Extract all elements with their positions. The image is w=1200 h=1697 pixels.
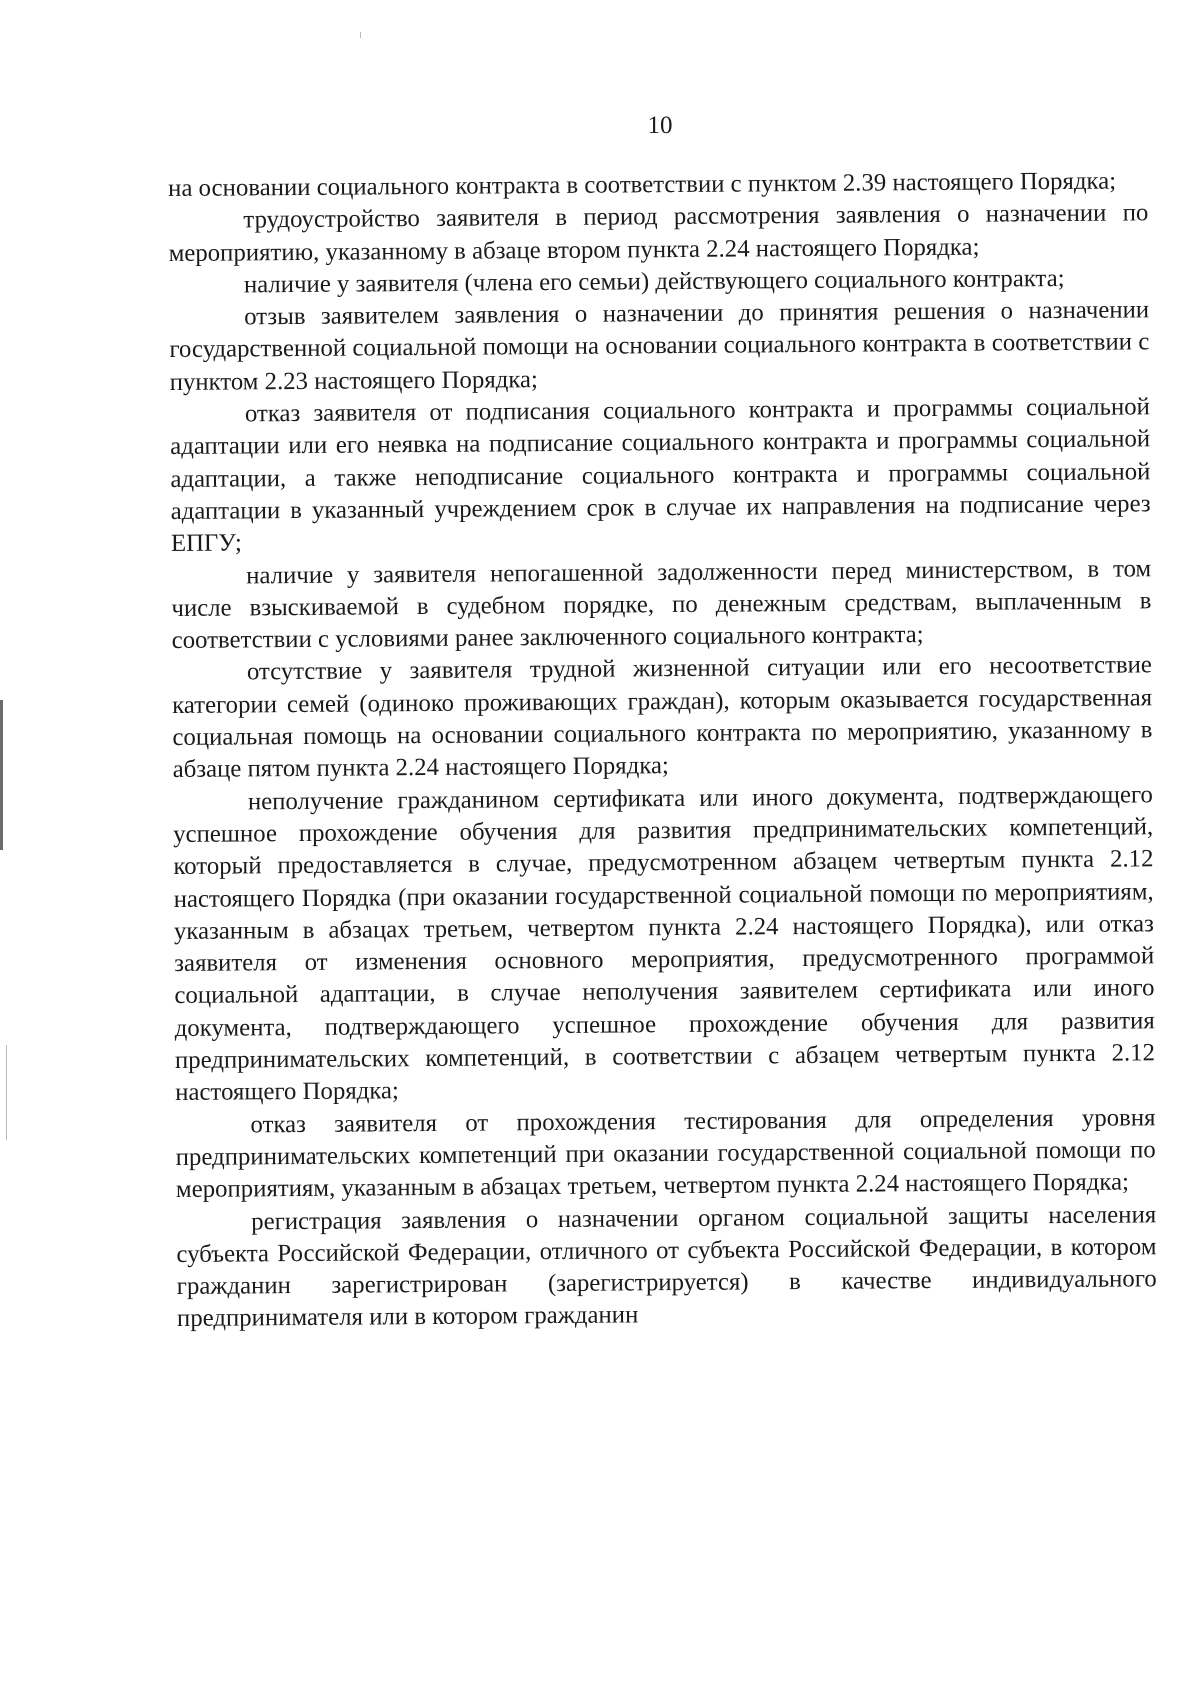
scan-speck bbox=[6, 1045, 7, 1140]
paragraph: неполучение гражданином сертификата или иного документа, подтверждающего успешное прохождение обучения для развития предпринимательских компетенций, который предоставляется в случае, предусмотренном абзацем четвертым пункта 2.12 настоящего Порядка (при оказании государственной социальной помощи по мероприятиям, указанным в абзацах третьем, четвертом пункта 2.24 настоящего Порядка), или отказ заявителя от изменения основного мероприятия, предусмотренного программой социальной адаптации, в случае неполучения заявителем сертификата или иного документа, подтверждающего успешное прохождение обучения для развития предпринимательских компетенций, в соответствии с абзацем четвертым пункта 2.12 настоящего Порядка; bbox=[173, 780, 1156, 1107]
paragraph-continuation: на основании социального контракта в соответствии с пунктом 2.39 настоящего Порядка; bbox=[168, 167, 1117, 202]
paragraph: регистрация заявления о назначении органом социальной защиты населения субъекта Российской Федерации, отличного от субъекта Российской Федерации, в котором гражданин зарегистрирован (зарегистрируется) в качестве индивидуального предпринимателя или в котором гражданин bbox=[176, 1200, 1157, 1333]
paragraph: отзыв заявителем заявления о назначении до принятия решения о назначении государственной социальной помощи на основании социального контракта в соответствии с пунктом 2.23 настоящего Порядка; bbox=[169, 296, 1150, 396]
page-number: 10 bbox=[647, 112, 673, 139]
paragraph: трудоустройство заявителя в период рассмотрения заявления о назначении по мероприятию, указанному в абзаце втором пункта 2.24 настоящего Порядка; bbox=[168, 199, 1149, 267]
document-body bbox=[168, 165, 1157, 1335]
scan-speck bbox=[360, 32, 361, 38]
paragraph: отсутствие у заявителя трудной жизненной ситуации или его несоответствие категории семей (одиноко проживающих граждан), которым оказывается государственная социальная помощь на основании социального контракта по мероприятию, указанному в абзаце пятом пункта 2.24 настоящего Порядка; bbox=[172, 651, 1153, 784]
paragraph: наличие у заявителя непогашенной задолженности перед министерством, в том числе взыскиваемой в судебном порядке, по денежным средствам, выплаченным в соответствии с условиями ранее заключенного социального контракта; bbox=[171, 554, 1152, 655]
paragraph: отказ заявителя от подписания социального контракта и программы социальной адаптации или его неявка на подписание социального контракта и программы социальной адаптации, а также неподписание социального контракта и программы социальной адаптации в указанный учреждением срок в случае их направления на подписание через ЕПГУ; bbox=[170, 393, 1151, 558]
paragraph: наличие у заявителя (члена его семьи) действующего социального контракта; bbox=[243, 264, 1065, 299]
paragraph: отказ заявителя от прохождения тестирования для определения уровня предпринимательских компетенций при оказании государственной социальной помощи по мероприятиям, указанным в абзацах третьем, четвертом пункта 2.24 настоящего Порядка; bbox=[175, 1103, 1156, 1204]
scan-edge-mark bbox=[0, 700, 3, 850]
